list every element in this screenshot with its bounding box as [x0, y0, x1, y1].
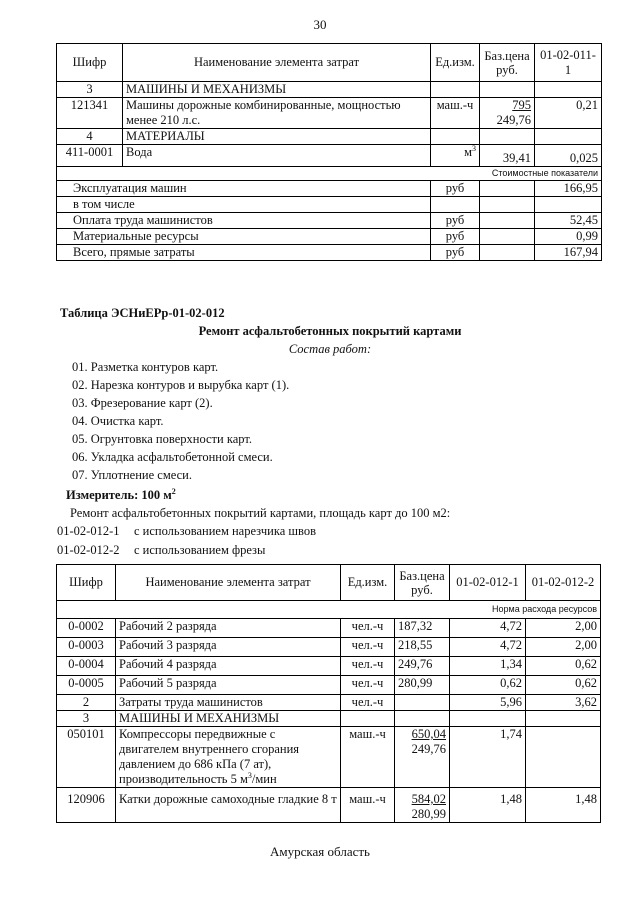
header-name: Наименование элемента затрат: [123, 44, 431, 82]
section-row: 3 МАШИНЫ И МЕХАНИЗМЫ: [57, 711, 601, 727]
table-row: 0-0004 Рабочий 4 разряда чел.-ч 249,76 1,34 0,62: [57, 657, 601, 676]
indicators-label-row: [57, 167, 602, 181]
list-item: 07. Уплотнение смеси.: [72, 468, 192, 482]
list-item: 01. Разметка контуров карт.: [72, 360, 219, 374]
table-header-row: [57, 565, 601, 601]
list-item: 06. Укладка асфальтобетонной смеси.: [72, 450, 273, 464]
list-item: 04. Очистка карт.: [72, 414, 164, 428]
section-title: МАТЕРИАЛЫ: [123, 129, 431, 145]
norm-label-row: [57, 601, 601, 619]
works-list: [72, 358, 289, 484]
list-item: 05. Огрунтовка поверхности карт.: [72, 432, 252, 446]
section-row: 4 МАТЕРИАЛЫ: [57, 129, 602, 145]
table-header-row: [57, 44, 602, 82]
section-row: 3 МАШИНЫ И МЕХАНИЗМЫ: [57, 82, 602, 98]
table-row: 411-0001 Вода $м^3$ 39,41 0,025: [57, 145, 602, 167]
norm-label: Норма расхода ресурсов: [57, 601, 601, 619]
list-item: 01-02-012-2 с использованием фрезы: [57, 543, 266, 557]
header-unit: Ед.изм.: [341, 565, 395, 601]
summary-row: Всего, прямые затраты руб 167,94: [57, 245, 602, 261]
summary-row: Эксплуатация машин руб 166,95: [57, 181, 602, 197]
table-row: 121341 Машины дорожные комбинированные, мощностью менее 210 л.с. маш.-ч 795 249,76 0,21: [57, 98, 602, 129]
header-code: Шифр: [57, 44, 123, 82]
page-number: 30: [313, 17, 327, 32]
summary-row: Материальные ресурсы руб 0,99: [57, 229, 602, 245]
section-title: МАШИНЫ И МЕХАНИЗМЫ: [116, 711, 341, 727]
summary-row: Оплата труда машинистов руб 52,45: [57, 213, 602, 229]
header-col2: 01-02-012-2: [526, 565, 601, 601]
header-price: Баз.цена руб.: [395, 565, 450, 601]
list-item: 02. Нарезка контуров и вырубка карт (1).: [72, 378, 290, 392]
table-row: 120906 Катки дорожные самоходные гладкие 8 т маш.-ч 584,02 280,99 1,48 1,48: [57, 788, 601, 823]
table-subtitle: Ремонт асфальтобетонных покрытий картами: [198, 324, 462, 338]
table-row: 0-0005 Рабочий 5 разряда чел.-ч 280,99 0,62 0,62: [57, 676, 601, 695]
indicators-label: Стоимостные показатели: [57, 167, 602, 181]
list-item: 01-02-012-1 с использованием нарезчика швов: [57, 524, 316, 538]
resource-table-011: [56, 43, 602, 261]
table-row: 2 Затраты труда машинистов чел.-ч 5,96 3,62: [57, 695, 601, 711]
header-name: Наименование элемента затрат: [116, 565, 341, 601]
meter-label: Измеритель: 100 $м^2$: [66, 486, 176, 502]
list-item: 03. Фрезерование карт (2).: [72, 396, 213, 410]
section-title: МАШИНЫ И МЕХАНИЗМЫ: [123, 82, 431, 98]
header-col1: 01-02-011-1: [535, 44, 602, 82]
table-row: 050101 Компрессоры передвижные с двигателем внутреннего сгорания давлением до 686 кПа (7 ат), производительность 5 $м^3$/мин маш.-ч 650,04 249,76 1,74: [57, 727, 601, 788]
works-title: Состав работ:: [288, 342, 372, 356]
header-col1: 01-02-012-1: [450, 565, 526, 601]
table-row: 0-0002 Рабочий 2 разряда чел.-ч 187,32 4,72 2,00: [57, 619, 601, 638]
resource-table-012: [56, 564, 601, 823]
page-footer: Амурская область: [270, 844, 370, 859]
variants-list: [57, 522, 316, 560]
header-unit: Ед.изм.: [431, 44, 480, 82]
header-code: Шифр: [57, 565, 116, 601]
header-price: Баз.цена руб.: [480, 44, 535, 82]
table-row: 0-0003 Рабочий 3 разряда чел.-ч 218,55 4,72 2,00: [57, 638, 601, 657]
table-title: Таблица ЭСНиЕРр-01-02-012: [60, 306, 225, 320]
work-description: Ремонт асфальтобетонных покрытий картами, площадь карт до 100 м2:: [70, 506, 451, 520]
summary-row: в том числе: [57, 197, 602, 213]
